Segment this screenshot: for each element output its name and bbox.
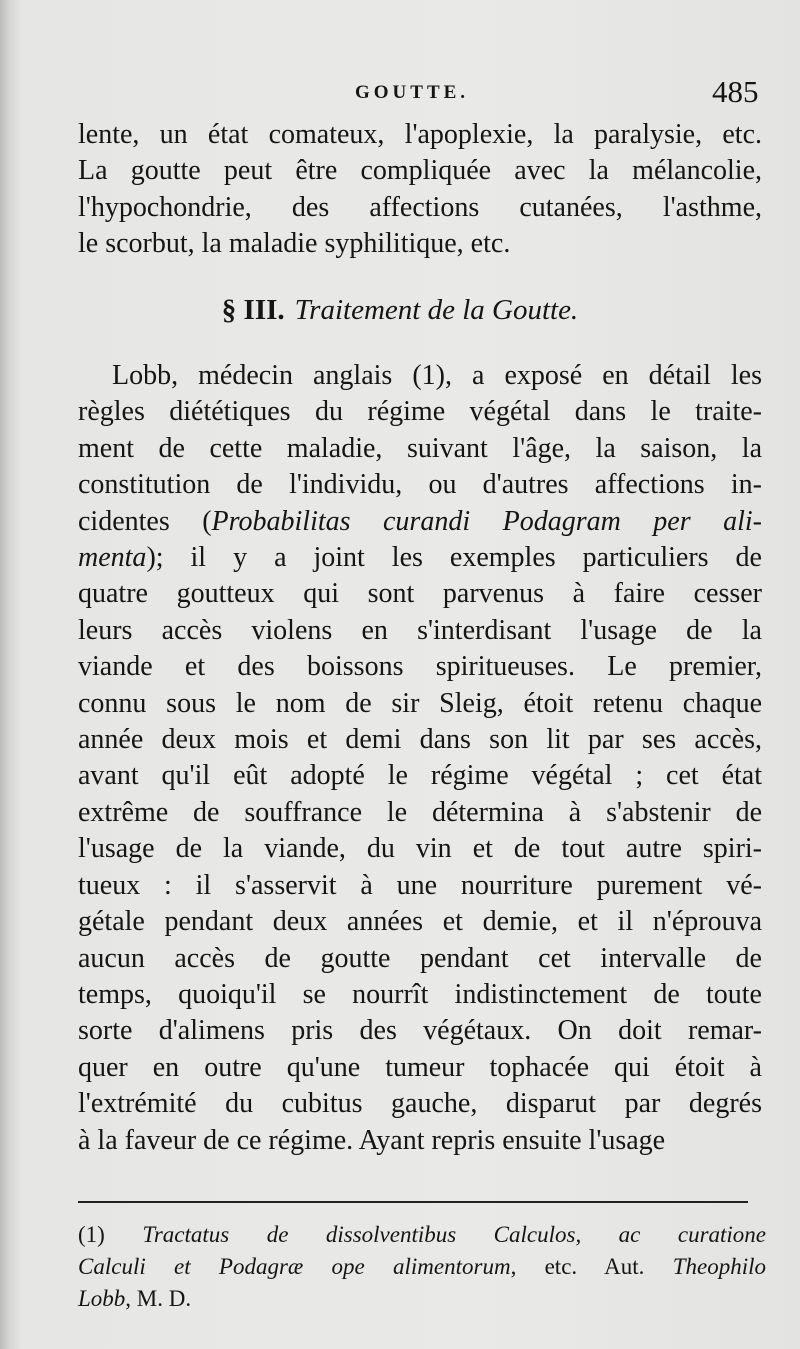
text-segment: Probabilitas curandi Podagram per ali- bbox=[211, 505, 762, 537]
text-line bbox=[78, 540, 762, 576]
text-line: le scorbut, la maladie syphilitique, etc. bbox=[78, 228, 511, 260]
footnote-text: Tractatus de dissolventibus Calculos, ac curatione bbox=[142, 1222, 767, 1247]
text-segment: règles diététiques du régime végétal dans le traite- bbox=[78, 396, 762, 428]
text-line bbox=[78, 868, 762, 904]
running-title: GOUTTE. bbox=[355, 82, 470, 103]
text-segment: extrême de souffrance le détermina à s'abstenir de bbox=[78, 796, 762, 828]
footnote-line bbox=[78, 1219, 766, 1251]
footnote-text: , M. D. bbox=[125, 1286, 192, 1311]
footnote-line bbox=[78, 1251, 766, 1283]
text-line bbox=[78, 576, 762, 612]
text-segment: quatre goutteux qui sont parvenus à faire cesser bbox=[78, 578, 762, 610]
text-line bbox=[78, 1123, 762, 1159]
text-line bbox=[78, 1086, 762, 1122]
text-line bbox=[78, 941, 762, 977]
text-line bbox=[78, 1013, 762, 1049]
text-segment: à la faveur de ce régime. Ayant repris ensuite l'usage bbox=[78, 1124, 666, 1156]
text-segment: ment de cette maladie, suivant l'âge, la saison, la bbox=[78, 432, 762, 464]
section-heading bbox=[0, 294, 800, 327]
text-line bbox=[78, 795, 762, 831]
text-segment: Lobb, médecin anglais (1), a exposé en détail les bbox=[112, 360, 762, 391]
text-line bbox=[78, 431, 762, 467]
page-header bbox=[0, 72, 800, 112]
body-paragraph bbox=[78, 358, 762, 1159]
footnote-line bbox=[78, 1283, 766, 1315]
text-line bbox=[78, 831, 762, 867]
text-line bbox=[78, 722, 762, 758]
section-title: Traitement de la Goutte. bbox=[294, 294, 579, 326]
text-segment: année deux mois et demi dans son lit par ses accès, bbox=[78, 724, 762, 756]
text-segment: avant qu'il eût adopté le régime végétal ; cet état bbox=[78, 760, 762, 792]
text-segment: quer en outre qu'une tumeur tophacée qui étoit à bbox=[78, 1051, 762, 1083]
text-segment: tueux : il s'asservit à une nourriture purement vé- bbox=[78, 869, 762, 901]
text-segment: cidentes ( bbox=[78, 505, 212, 537]
text-line bbox=[78, 686, 762, 722]
text-line bbox=[78, 394, 762, 430]
text-line bbox=[78, 758, 762, 794]
text-line: l'hypochondrie, des affections cutanées, l'asthme, bbox=[78, 191, 762, 223]
text-line bbox=[78, 358, 762, 394]
text-segment: aucun accès de goutte pendant cet intervalle de bbox=[78, 942, 762, 974]
text-segment: ); il y a joint les exemples particuliers de bbox=[146, 542, 762, 574]
text-line bbox=[78, 904, 762, 940]
footnote-text: Theophilo bbox=[672, 1254, 767, 1279]
text-segment: temps, quoiqu'il se nourrît indistinctement de toute bbox=[78, 978, 762, 1010]
text-line: lente, un état comateux, l'apoplexie, la paralysie, etc. bbox=[78, 119, 762, 150]
footnote bbox=[78, 1219, 766, 1315]
text-segment: leurs accès violens en s'interdisant l'usage de la bbox=[78, 614, 762, 646]
text-line bbox=[78, 977, 762, 1013]
text-line bbox=[78, 613, 762, 649]
text-line bbox=[78, 1050, 762, 1086]
text-segment: gétale pendant deux années et demie, et il n'éprouva bbox=[78, 906, 762, 938]
intro-paragraph bbox=[78, 117, 762, 263]
text-segment: constitution de l'individu, ou d'autres affections in- bbox=[78, 469, 762, 501]
text-line bbox=[78, 504, 762, 540]
text-line: La goutte peut être compliquée avec la mélancolie, bbox=[78, 155, 762, 187]
footnote-author: Lobb bbox=[78, 1286, 126, 1311]
footnote-text: , etc. Aut. bbox=[510, 1254, 645, 1279]
text-line bbox=[78, 649, 762, 685]
text-segment: menta bbox=[78, 542, 147, 574]
text-segment: sorte d'alimens pris des végétaux. On doit remar- bbox=[78, 1015, 762, 1047]
footnote-rule bbox=[78, 1201, 748, 1203]
text-line bbox=[78, 467, 762, 503]
text-segment: viande et des boissons spiritueuses. Le premier, bbox=[78, 651, 762, 683]
text-segment: l'usage de la viande, du vin et de tout autre spiri- bbox=[78, 833, 762, 865]
text-segment: l'extrémité du cubitus gauche, disparut par degrés bbox=[78, 1088, 762, 1120]
footnote-marker: (1) bbox=[78, 1222, 105, 1247]
page-number: 485 bbox=[712, 74, 759, 109]
text-segment: connu sous le nom de sir Sleig, étoit retenu chaque bbox=[78, 687, 762, 719]
section-number: § III. bbox=[221, 294, 285, 326]
footnote-text: Calculi et Podagræ ope alimentorum bbox=[78, 1254, 511, 1279]
